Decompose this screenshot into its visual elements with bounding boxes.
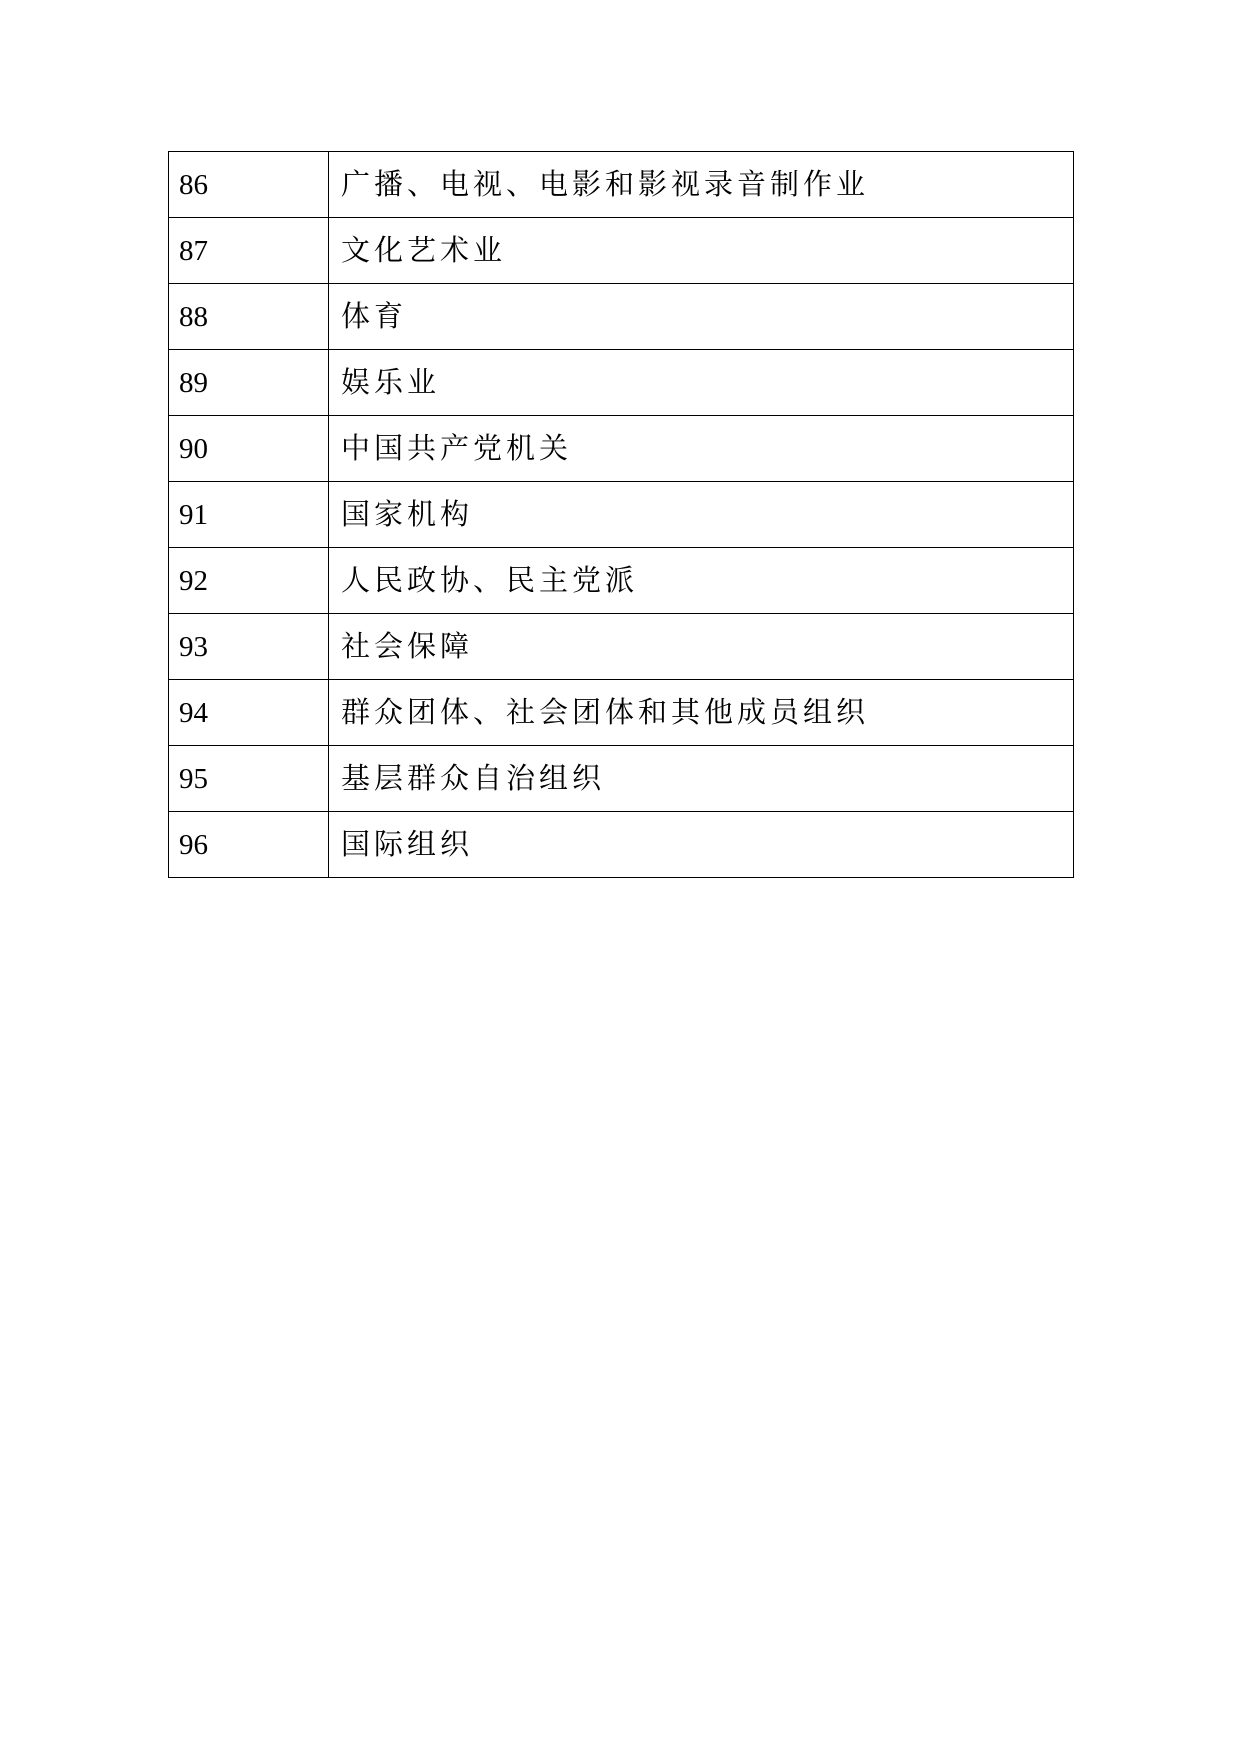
industry-code-cell: 93: [169, 614, 329, 680]
table-row: [169, 680, 1074, 746]
industry-code-cell: 91: [169, 482, 329, 548]
table-row: [169, 218, 1074, 284]
industry-name-cell: 基层群众自治组织: [329, 746, 1074, 812]
industry-name-cell: 国际组织: [329, 812, 1074, 878]
table-body: [169, 152, 1074, 878]
industry-name-cell: 国家机构: [329, 482, 1074, 548]
industry-code-cell: 96: [169, 812, 329, 878]
table-row: [169, 812, 1074, 878]
industry-name-cell: 体育: [329, 284, 1074, 350]
table-row: [169, 548, 1074, 614]
industry-name-cell: 广播、电视、电影和影视录音制作业: [329, 152, 1074, 218]
industry-code-cell: 88: [169, 284, 329, 350]
industry-name-cell: 中国共产党机关: [329, 416, 1074, 482]
table-row: [169, 482, 1074, 548]
industry-name-cell: 社会保障: [329, 614, 1074, 680]
industry-code-cell: 89: [169, 350, 329, 416]
table-row: [169, 152, 1074, 218]
table-row: [169, 416, 1074, 482]
industry-code-cell: 92: [169, 548, 329, 614]
industry-name-cell: 群众团体、社会团体和其他成员组织: [329, 680, 1074, 746]
industry-name-cell: 娱乐业: [329, 350, 1074, 416]
table-row: [169, 746, 1074, 812]
industry-code-cell: 94: [169, 680, 329, 746]
industry-code-cell: 90: [169, 416, 329, 482]
industry-code-table: [168, 151, 1074, 878]
industry-name-cell: 人民政协、民主党派: [329, 548, 1074, 614]
industry-code-cell: 95: [169, 746, 329, 812]
industry-code-cell: 87: [169, 218, 329, 284]
table-row: [169, 350, 1074, 416]
industry-code-cell: 86: [169, 152, 329, 218]
table-row: [169, 284, 1074, 350]
table-row: [169, 614, 1074, 680]
industry-name-cell: 文化艺术业: [329, 218, 1074, 284]
